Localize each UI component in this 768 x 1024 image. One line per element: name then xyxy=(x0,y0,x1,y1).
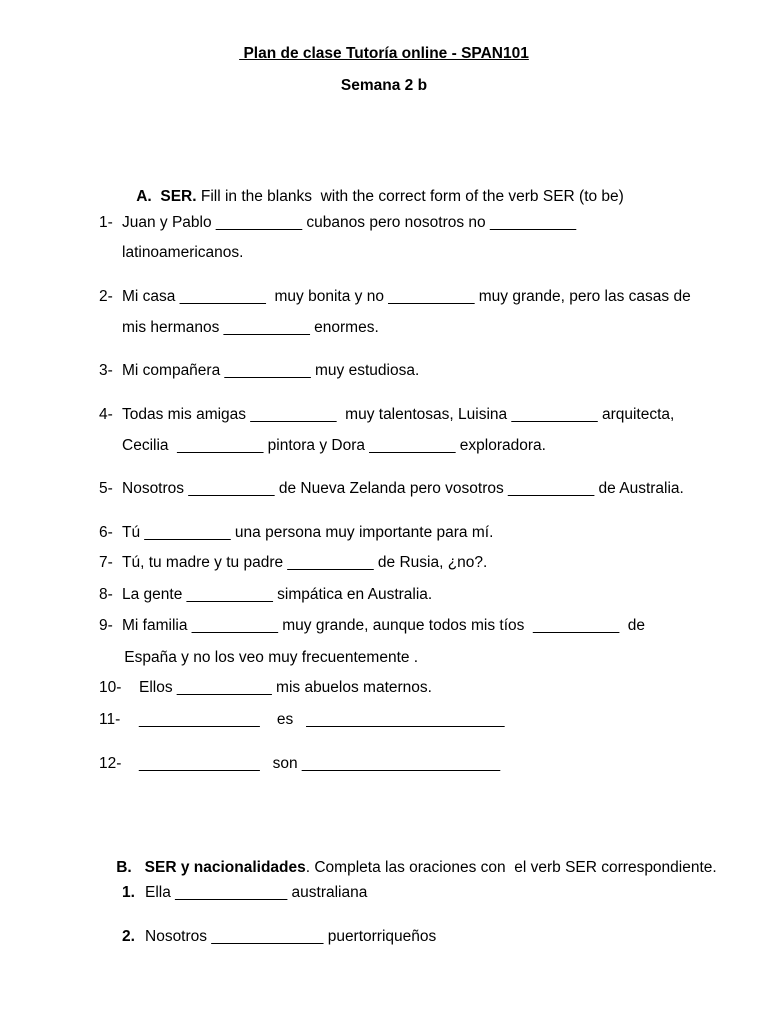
section-b-title: SER y nacionalidades xyxy=(144,859,306,876)
item-text: Ellos ___________ mis abuelos maternos. xyxy=(139,679,432,696)
item-text: Mi compañera __________ muy estudiosa. xyxy=(122,362,420,379)
item-number: 8- xyxy=(99,586,113,603)
item-number: 10- xyxy=(99,679,122,696)
item-text: Ella _____________ australiana xyxy=(145,884,368,901)
item-text: Tú, tu madre y tu padre __________ de Rusia, ¿no?. xyxy=(122,554,488,571)
item-number-text: 1. xyxy=(122,884,135,901)
item-text: Mi familia __________ muy grande, aunque todos mis tíos __________ de xyxy=(122,617,646,634)
item-text: Nosotros _____________ puertorriqueños xyxy=(145,928,437,945)
section-a-title: SER. xyxy=(160,188,197,205)
section-b-label: B. xyxy=(116,859,132,876)
item-number: 11- xyxy=(99,711,121,728)
item-number-text: 2. xyxy=(122,928,135,945)
item-number: 4- xyxy=(99,406,113,423)
item-number: 3- xyxy=(99,362,113,379)
item-text: Tú __________ una persona muy importante para mí. xyxy=(122,524,494,541)
item-number: 7- xyxy=(99,554,113,571)
item-number: 2- xyxy=(99,288,113,305)
item-number xyxy=(122,884,135,902)
item-text: latinoamericanos. xyxy=(122,244,244,261)
item-number xyxy=(122,928,135,946)
item-text: Nosotros __________ de Nueva Zelanda pero vosotros __________ de Australia. xyxy=(122,480,684,497)
item-number: 5- xyxy=(99,480,113,497)
item-number: 9- xyxy=(99,617,113,634)
item-number: 1- xyxy=(99,214,113,231)
item-number: 12- xyxy=(99,755,122,772)
item-text: Todas mis amigas __________ muy talentosas, Luisina __________ arquitecta, xyxy=(122,406,675,423)
item-text: mis hermanos __________ enormes. xyxy=(122,319,379,336)
item-text: Juan y Pablo __________ cubanos pero nosotros no __________ xyxy=(122,214,577,231)
page-subtitle: Semana 2 b xyxy=(340,77,428,94)
section-a-instruction: Fill in the blanks with the correct form of the verb SER (to be) xyxy=(196,188,624,205)
section-a-label: A. xyxy=(136,188,152,205)
section-b-instruction: . Completa las oraciones con el verb SER correspondiente. xyxy=(305,859,717,876)
item-text: ______________ son _______________________ xyxy=(139,755,501,772)
item-text: La gente __________ simpática en Australia. xyxy=(122,586,433,603)
item-number: 6- xyxy=(99,524,113,541)
item-text: Cecilia __________ pintora y Dora __________ exploradora. xyxy=(122,437,546,454)
item-text: España y no los veo muy frecuentemente . xyxy=(120,649,419,666)
item-text: ______________ es _______________________ xyxy=(139,711,505,728)
item-text: Mi casa __________ muy bonita y no __________ muy grande, pero las casas de xyxy=(122,288,691,305)
page-title: Plan de clase Tutoría online - SPAN101 xyxy=(239,45,529,62)
